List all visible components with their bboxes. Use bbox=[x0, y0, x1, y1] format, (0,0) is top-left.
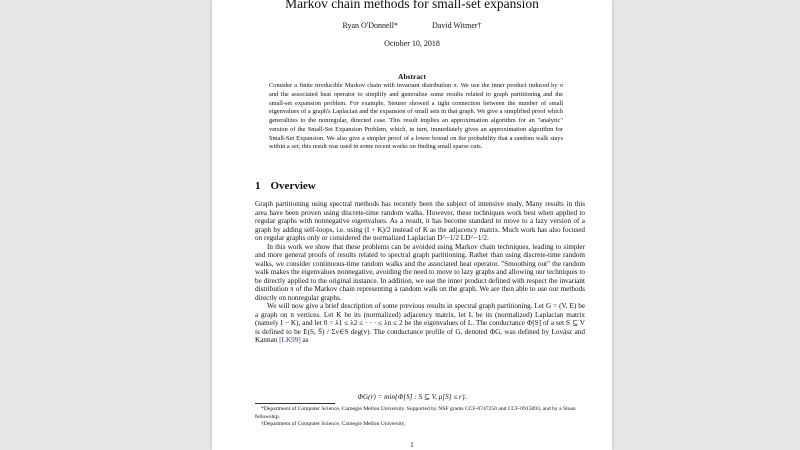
footnote-rule bbox=[255, 403, 335, 404]
section-title: Overview bbox=[270, 180, 316, 192]
paragraph-3-end: as bbox=[302, 336, 309, 344]
abstract-heading: Abstract bbox=[398, 72, 426, 81]
footnote-2: †Department of Computer Science, Carnegie Mellon University. bbox=[261, 421, 406, 428]
citation-link-lk99[interactable]: [LK99] bbox=[279, 336, 301, 344]
author-odonnell: Ryan O'Donnell* bbox=[342, 21, 399, 30]
footnote-1: *Department of Computer Science, Carnegie Mellon University. Supported by NSF grants CCF-0747250 and CCF-0915893, and by a Sloan fellowship. bbox=[255, 406, 576, 420]
page-number: 1 bbox=[410, 441, 414, 449]
section-number: 1 bbox=[255, 180, 261, 192]
author-witmer: David Witmer† bbox=[432, 21, 482, 30]
body-text bbox=[255, 200, 585, 345]
conductance-profile-formula: ΦG(r) = min{Φ[S] : S ⊆ V, μ[S] ≤ r}. bbox=[357, 393, 467, 401]
abstract-text: Consider a finite irreducible Markov chain with invariant distribution π. We use the inner product induced by π and the associated heat operator to simplify and generalize some results related to graph partitioning and the small-set expansion problem. For example, Steurer showed a tight connection between the number of small eigenvalues of a graph's Laplacian and the expansion of small sets in that graph. We give a simplified proof which generalizes to the nonregular, directed case. This result implies an approximation algorithm for an "analytic" version of the Small-Set Expansion Problem, which, in turn, immediately gives an approximation algorithm for Small-Set Expansion. We also give a simpler proof of a lower bound on the probability that a random walk stays within a set; this result was used in some recent works on finding small sparse cuts. bbox=[269, 82, 563, 151]
paper-page bbox=[212, 0, 612, 450]
section-heading bbox=[255, 180, 316, 192]
footnotes bbox=[255, 406, 585, 429]
paragraph-3-text: We will now give a brief description of some previous results in spectral graph partitioning. Let G = (V, E) be a graph on n vertices. Let K be its (normalized) adjacency matrix, let L be its (normalized) Laplacian matrix (namely I − K), and let 0 = λ1 ≤ λ2 ≤ · · · ≤ λn ≤ 2 be the eigenvalues of L. The conductance Φ[S] of a set S ⊆ V is defined to be E(S, S̄) / Σv∈S deg(v). The conductance profile of G, denoted ΦG, was defined by Lovász and Kannan bbox=[255, 302, 585, 344]
author-line bbox=[212, 21, 612, 30]
paragraph-2: In this work we show that these problems can be avoided using Markov chain techniques, leading to simpler and more general proofs of results related to spectral graph partitioning. Rather than using discrete-time random walks, we consider continuous-time random walks and the associated heat operator. "Smoothing out" the random walk makes the eigenvalues nonnegative, avoiding the need to move to lazy graphs and allowing our techniques to be directly applied to the original instance. In addition, we use the inner product defined with respect the invariant distribution π of the Markov chain representing a random walk on the graph. We are then able to use our methods directly on nonregular graphs. bbox=[255, 242, 585, 302]
paragraph-1: Graph partitioning using spectral methods has recently been the subject of intensive study. Many results in this area have been proven using discrete-time random walks. However, these techniques work best when applied to regular graphs with nonnegative eigenvalues. As a result, it has become standard to move to a lazy version of a graph by adding self-loops, i.e. using (I + K)/2 instead of K as the adjacency matrix. Much work has also focused on regular graphs only or considered the normalized Laplacian D^−1/2 LD^−1/2. bbox=[255, 200, 585, 242]
paper-title: Markov chain methods for small-set expansion bbox=[285, 0, 539, 11]
paper-date: October 10, 2018 bbox=[384, 39, 440, 48]
paragraph-3 bbox=[255, 302, 585, 345]
